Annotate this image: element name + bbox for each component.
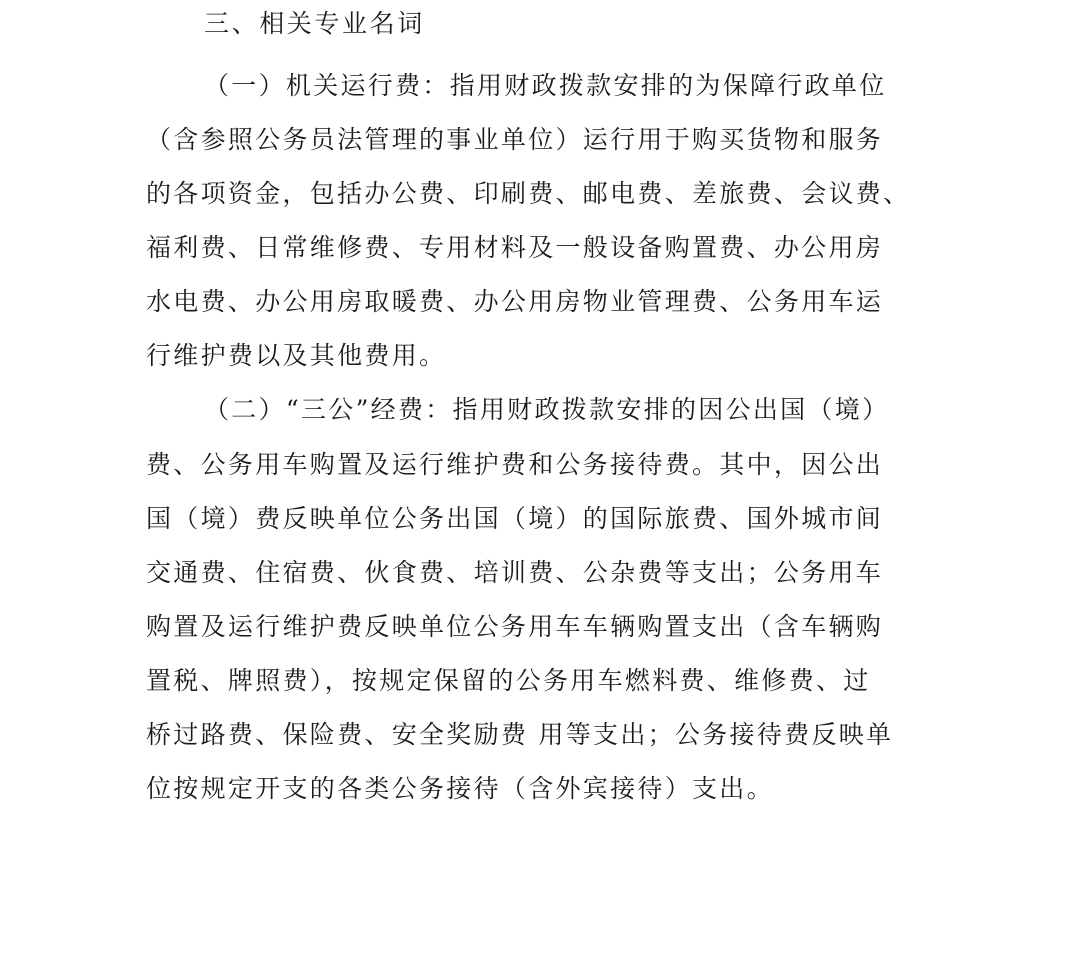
section-heading: 三、相关专业名词 (204, 9, 425, 38)
paragraph-line: 置税、牌照费），按规定保留的公务用车燃料费、维修费、过 (146, 666, 871, 695)
paragraph-line: 福利费、日常维修费、专用材料及一般设备购置费、办公用房 (146, 233, 884, 262)
paragraph-line: 行维护费以及其他费用。 (146, 341, 447, 370)
paragraph-line: （含参照公务员法管理的事业单位）运行用于购买货物和服务 (146, 125, 884, 154)
paragraph-line: 桥过路费、保险费、安全奖励费 用等支出；公务接待费反映单 (146, 720, 894, 749)
paragraph-line: 水电费、办公用房取暖费、办公用房物业管理费、公务用车运 (146, 287, 884, 316)
paragraph-line: 购置及运行维护费反映单位公务用车车辆购置支出（含车辆购 (146, 612, 884, 641)
paragraph-line: （二）“三公”经费：指用财政拨款安排的因公出国（境） (204, 395, 890, 424)
paragraph-line: 位按规定开支的各类公务接待（含外宾接待）支出。 (146, 774, 774, 803)
paragraph-line: （一）机关运行费：指用财政拨款安排的为保障行政单位 (204, 71, 887, 100)
paragraph-line: 费、公务用车购置及运行维护费和公务接待费。其中，因公出 (146, 450, 884, 479)
paragraph-line: 国（境）费反映单位公务出国（境）的国际旅费、国外城市间 (146, 504, 884, 533)
paragraph-line: 交通费、住宿费、伙食费、培训费、公杂费等支出；公务用车 (146, 558, 884, 587)
paragraph-line: 的各项资金，包括办公费、印刷费、邮电费、差旅费、会议费、 (146, 179, 911, 208)
